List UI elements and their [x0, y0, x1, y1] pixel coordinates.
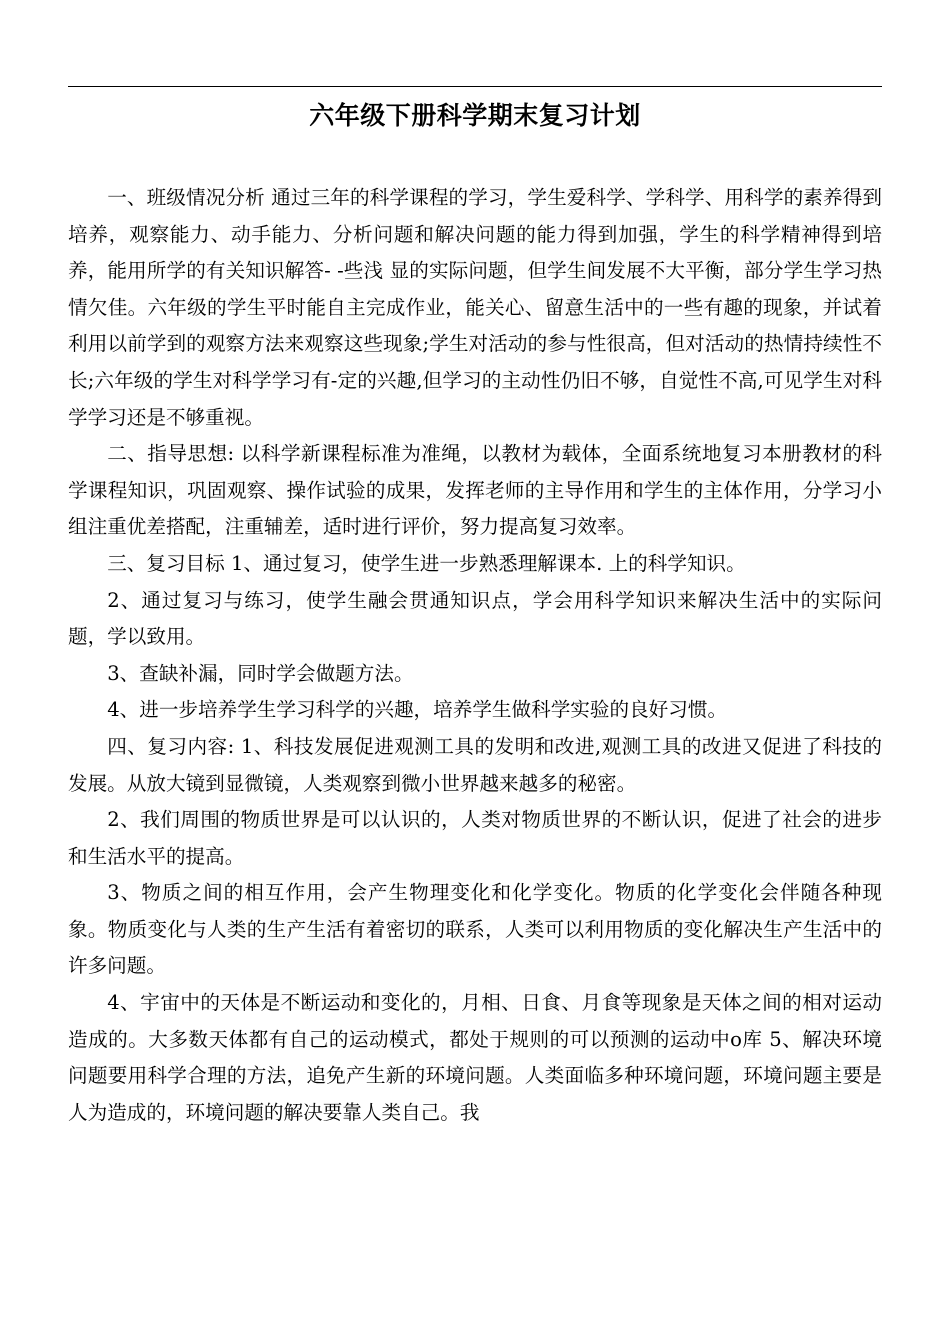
paragraph-class-analysis: 一、班级情况分析 通过三年的科学课程的学习，学生爱科学、学科学、用科学的素养得到培养，观察能力、动手能力、分析问题和解决问题的能力得到加强，学生的科学精神得到培养，能用所学的有关知识解答- -些浅 显的实际问题，但学生间发展不大平衡，部分学生学习热情欠佳。六年级的学生平时能自主完成作业，能关心、留意生活中的一些有趣的现象，并试着利用以前学到的观察方法来观察这些现象;学生对活动的参与性很高，但对活动的热情持续性不长;六年级的学生对科学学习有-定的兴趣,但学习的主动性仍旧不够，自觉性不高,可见学生对科学学习还是不够重视。: [68, 186, 882, 429]
header-rule: [68, 86, 882, 87]
document-title: 六年级下册科学期末复习计划: [309, 101, 641, 130]
paragraph-guiding-thought: 二、指导思想: 以科学新课程标准为准绳，以教材为载体，全面系统地复习本册教材的科学课程知识，巩固观察、操作试验的成果，发挥老师的主导作用和学生的主体作用，分学习小组注重优差搭配，注重辅差，适时进行评价，努力提高复习效率。: [68, 442, 882, 539]
paragraph-review-content-3: 3、物质之间的相互作用，会产生物理变化和化学变化。物质的化学变化会伴随各种现象。物质变化与人类的生产生活有着密切的联系，人类可以利用物质的变化解决生产生活中的许多问题。: [68, 881, 882, 978]
paragraph-review-goal-1: 三、复习目标 1、通过复习，使学生进一步熟悉理解课本. 上的科学知识。: [107, 551, 746, 575]
paragraph-review-content-4: 4、宇宙中的天体是不断运动和变化的，月相、日食、月食等现象是天体之间的相对运动造成的。大多数天体都有自己的运动模式，都处于规则的可以预测的运动中o库 5、解决环境问题要用科学合理的方法，追免产生新的环境问题。人类面临多种环境问题，环境问题主要是人为造成的，环境问题的解决要靠人类自己。我: [68, 991, 882, 1124]
paragraph-review-goal-3: 3、查缺补漏，同时学会做题方法。: [107, 661, 414, 685]
document-body: [68, 180, 882, 1131]
paragraph-review-goal-4: 4、进一步培养学生学习科学的兴趣，培养学生做科学实验的良好习惯。: [107, 698, 728, 722]
paragraph-review-content-1: 四、复习内容: 1、科技发展促进观测工具的发明和改进,观测工具的改进又促进了科技的发展。从放大镜到显微镜，人类观察到微小世界越来越多的秘密。: [68, 734, 882, 795]
paragraph-review-content-2: 2、我们周围的物质世界是可以认识的，人类对物质世界的不断认识，促进了社会的进步和生活水平的提高。: [68, 808, 882, 868]
paragraph-review-goal-2: 2、通过复习与练习，使学生融会贯通知识点，学会用科学知识来解决生活中的实际问题，学以致用。: [68, 588, 882, 649]
